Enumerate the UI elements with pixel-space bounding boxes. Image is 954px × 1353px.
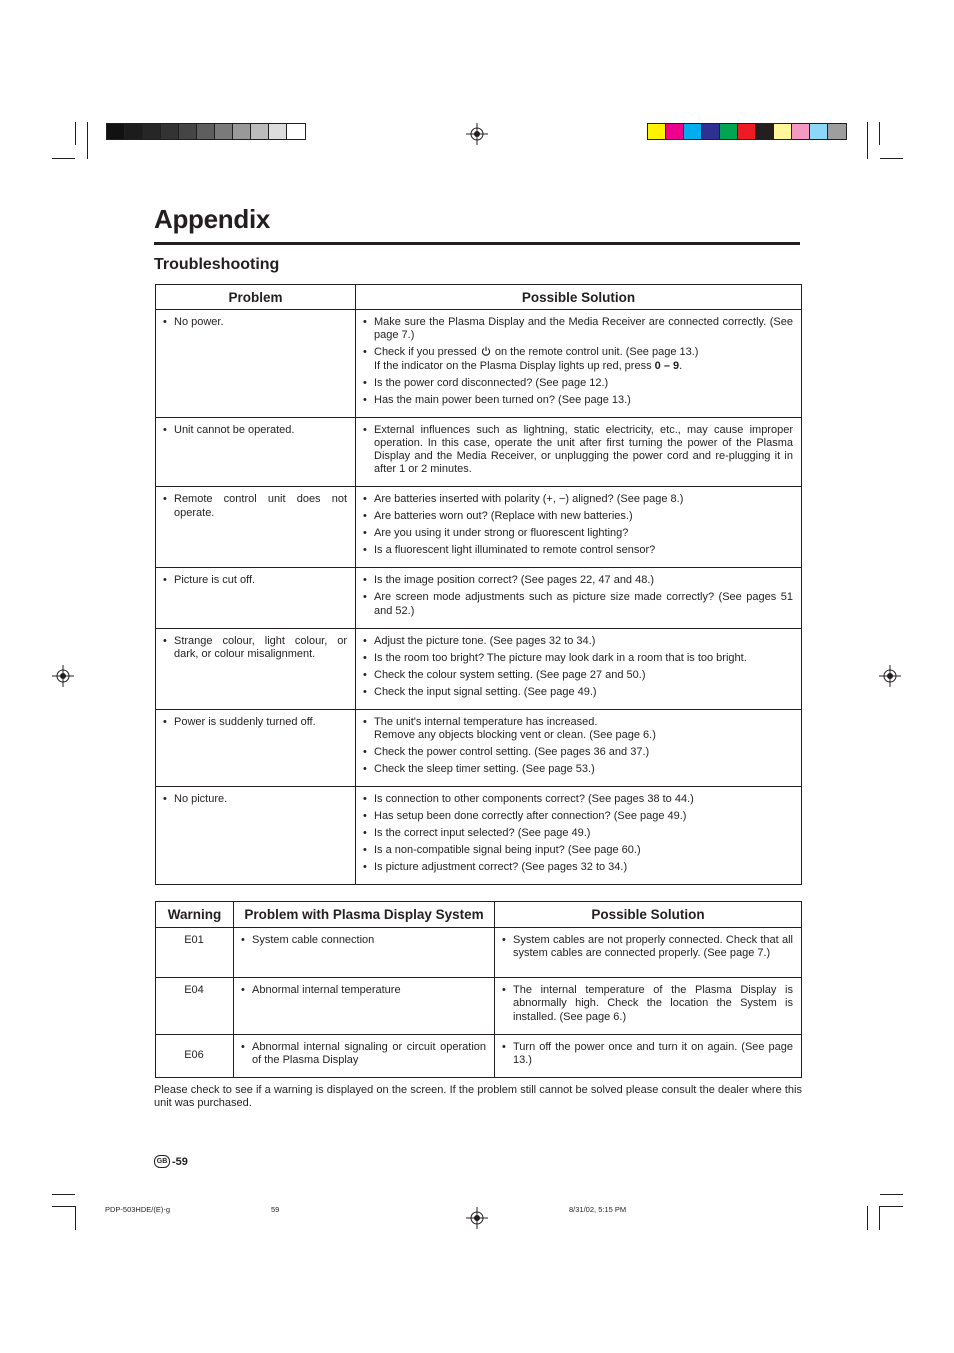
problem-text: • Power is suddenly turned off. (163, 716, 347, 729)
solution-text: Check the colour system setting. (See page 27 and 50.) (374, 668, 646, 681)
solution-text: Has the main power been turned on? (See page 13.) (374, 393, 631, 406)
system-problem-list (241, 934, 486, 947)
color-swatch (269, 124, 287, 139)
solution-text: Is picture adjustment correct? (See pages 32 to 34.) (374, 860, 628, 873)
power-icon (481, 346, 491, 356)
solution-text: Adjust the picture tone. (See pages 32 to 34.) (374, 634, 596, 647)
solution-text: Is the power cord disconnected? (See page 12.) (374, 376, 609, 389)
table-row (156, 417, 802, 487)
solution-text: If the indicator on the Plasma Display lights up red, press (374, 359, 652, 372)
solution-cell (356, 709, 802, 786)
page-number-text: -59 (172, 1155, 188, 1168)
solution-list (363, 635, 793, 699)
color-swatch (720, 124, 738, 139)
problem-text: • No power. (163, 316, 347, 329)
column-header-problem: Problem (156, 285, 356, 310)
solution-cell (356, 628, 802, 709)
table-row (156, 568, 802, 628)
color-swatch (738, 124, 756, 139)
color-swatch-bar (647, 123, 847, 140)
table-row (156, 1034, 802, 1077)
key-range: 0 – 9 (654, 359, 680, 372)
problem-cell (156, 786, 356, 884)
problem-text: • Unit cannot be operated. (163, 424, 347, 437)
problem-list (163, 574, 347, 587)
solution-item (363, 394, 793, 407)
solution-item (363, 793, 793, 806)
problem-cell (156, 487, 356, 568)
solution-item (363, 591, 793, 618)
solution-text: Are batteries inserted with polarity (+, −) aligned? (See page 8.) (374, 493, 684, 506)
solution-item (363, 510, 793, 523)
color-swatch (792, 124, 810, 139)
solution-list (363, 493, 793, 557)
problem-list (163, 635, 347, 662)
system-problem-text: • System cable connection (241, 934, 486, 947)
solution-item (363, 746, 793, 759)
solution-item (363, 635, 793, 648)
solution-text: Are you using it under strong or fluorescent lighting? (374, 527, 629, 540)
title-rule (154, 242, 800, 245)
color-swatch (756, 124, 774, 139)
solution-item (363, 844, 793, 857)
solution-item (363, 424, 793, 477)
solution-item (363, 493, 793, 506)
system-problem-cell (234, 928, 495, 978)
color-swatch (287, 124, 305, 139)
system-problem-text: • Abnormal internal signaling or circuit operation of the Plasma Display (241, 1041, 486, 1068)
solution-list (363, 574, 793, 618)
print-slug-date: 8/31/02, 5:15 PM (569, 1205, 627, 1214)
solution-item (363, 527, 793, 540)
problem-text: • Strange colour, light colour, or dark, or colour misalignment. (163, 635, 347, 662)
table-row (156, 487, 802, 568)
warning-solution-cell (495, 928, 802, 978)
warning-solution-text: • System cables are not properly connected. Check that all system cables are connected properly. (See page 7.) (502, 934, 793, 961)
system-problem-text: • Abnormal internal temperature (241, 984, 486, 997)
solution-item (363, 763, 793, 776)
solution-item (363, 574, 793, 587)
registration-mark-icon (879, 665, 901, 687)
warning-solution-list (502, 934, 793, 961)
solution-list (363, 793, 793, 874)
color-swatch (251, 124, 269, 139)
solution-item (363, 669, 793, 682)
color-swatch (666, 124, 684, 139)
warning-solution-list (502, 1041, 793, 1068)
solution-text: Is the correct input selected? (See page 49.) (374, 826, 591, 839)
problem-text: • Remote control unit does not operate. (163, 493, 347, 520)
warning-solution-list (502, 984, 793, 1024)
registration-mark-icon (466, 1207, 488, 1229)
solution-text: Make sure the Plasma Display and the Media Receiver are connected correctly. (See page 7.) (374, 316, 793, 342)
registration-mark-icon (466, 123, 488, 145)
color-swatch (161, 124, 179, 139)
color-swatch (702, 124, 720, 139)
color-swatch (774, 124, 792, 139)
solution-text: Are batteries worn out? (Replace with new batteries.) (374, 510, 633, 523)
section-heading: Troubleshooting (154, 256, 280, 273)
color-swatch (125, 124, 143, 139)
warning-solution-text: • Turn off the power once and turn it on again. (See page 13.) (502, 1041, 793, 1068)
color-swatch (179, 124, 197, 139)
problem-cell (156, 709, 356, 786)
solution-text: Is a non-compatible signal being input? (See page 60.) (374, 843, 641, 856)
problem-list (163, 793, 347, 806)
warning-solution-text: • The internal temperature of the Plasma Display is abnormally high. Check the location the System is installed. (See page 6.) (502, 984, 793, 1024)
problem-list (163, 493, 347, 520)
color-swatch (215, 124, 233, 139)
system-problem-cell (234, 1034, 495, 1077)
solution-item (363, 810, 793, 823)
color-swatch (107, 124, 125, 139)
solution-item (363, 686, 793, 699)
color-swatch (648, 124, 666, 139)
solution-item (363, 316, 793, 343)
solution-text: Check if you pressed (374, 346, 477, 359)
footnote: Please check to see if a warning is displayed on the screen. If the problem still cannot be solved please consult the dealer where this unit was purchased. (154, 1084, 802, 1110)
table-row (156, 786, 802, 884)
solution-text: Check the sleep timer setting. (See page 53.) (374, 762, 595, 775)
solution-text: Is connection to other components correct? (See pages 38 to 44.) (374, 792, 694, 805)
solution-text: Has setup been done correctly after connection? (See page 49.) (374, 809, 687, 822)
print-slug-page: 59 (271, 1205, 280, 1214)
warning-solution-cell (495, 978, 802, 1035)
solution-text: Is the room too bright? The picture may look dark in a room that is too bright. (374, 651, 747, 664)
solution-text: Check the power control setting. (See pages 36 and 37.) (374, 745, 650, 758)
problem-list (163, 716, 347, 729)
solution-text: Is a fluorescent light illuminated to remote control sensor? (374, 544, 656, 557)
system-problem-list (241, 1041, 486, 1068)
warning-code-cell: E04 (156, 978, 234, 1035)
warning-code-cell: E06 (156, 1034, 234, 1077)
solution-list (363, 424, 793, 477)
column-header-solution: Possible Solution (495, 902, 802, 928)
solution-cell (356, 568, 802, 628)
table-row (156, 310, 802, 418)
solution-item (363, 861, 793, 874)
solution-item (363, 652, 793, 665)
color-swatch (143, 124, 161, 139)
problem-text: • No picture. (163, 793, 347, 806)
grayscale-swatch-bar (106, 123, 306, 140)
page-number (154, 1155, 188, 1168)
solution-text: Remove any objects blocking vent or clean. (See page 6.) (374, 728, 656, 741)
solution-list (363, 716, 793, 777)
problem-cell (156, 568, 356, 628)
color-swatch (810, 124, 828, 139)
solution-text: External influences such as lightning, static electricity, etc., may cause improper operation. In this case, operate the unit after first turning the power of the Plasma Display and the Media Receiver, or unplugging the power cord and re-plugging it in after 1 or 2 minutes. (374, 423, 793, 476)
color-swatch (828, 124, 846, 139)
warning-solution-cell (495, 1034, 802, 1077)
solution-item (363, 716, 793, 743)
problem-list (163, 316, 347, 329)
problem-cell (156, 310, 356, 418)
table-row (156, 709, 802, 786)
solution-item (363, 544, 793, 557)
table-row (156, 928, 802, 978)
problem-cell (156, 628, 356, 709)
solution-text: Check the input signal setting. (See page 49.) (374, 685, 597, 698)
problem-text: • Picture is cut off. (163, 574, 347, 587)
problem-list (163, 424, 347, 437)
solution-text: The unit's internal temperature has increased. (374, 715, 598, 728)
warning-table (155, 901, 802, 1078)
color-swatch (684, 124, 702, 139)
solution-list (363, 316, 793, 407)
page-title: Appendix (154, 204, 271, 234)
column-header-warning: Warning (156, 902, 234, 928)
solution-item (363, 377, 793, 390)
problem-cell (156, 417, 356, 487)
solution-cell (356, 487, 802, 568)
color-swatch (197, 124, 215, 139)
registration-mark-icon (52, 665, 74, 687)
troubleshooting-table (155, 284, 802, 885)
system-problem-list (241, 984, 486, 997)
solution-item (363, 827, 793, 840)
solution-text: Is the image position correct? (See pages 22, 47 and 48.) (374, 574, 655, 587)
print-slug-file: PDP-503HDE/(E)-g (105, 1205, 171, 1214)
column-header-system-problem: Problem with Plasma Display System (234, 902, 495, 928)
solution-cell (356, 310, 802, 418)
table-row (156, 978, 802, 1035)
color-swatch (233, 124, 251, 139)
table-row (156, 628, 802, 709)
warning-code-cell: E01 (156, 928, 234, 978)
solution-text: . (679, 359, 683, 372)
column-header-solution: Possible Solution (356, 285, 802, 310)
solution-item (363, 346, 793, 373)
solution-text: on the remote control unit. (See page 13.) (494, 346, 699, 359)
system-problem-cell (234, 978, 495, 1035)
solution-cell (356, 417, 802, 487)
region-badge: GB (154, 1155, 170, 1168)
solution-text: Are screen mode adjustments such as picture size made correctly? (See pages 51 and 52.) (374, 591, 793, 617)
solution-cell (356, 786, 802, 884)
